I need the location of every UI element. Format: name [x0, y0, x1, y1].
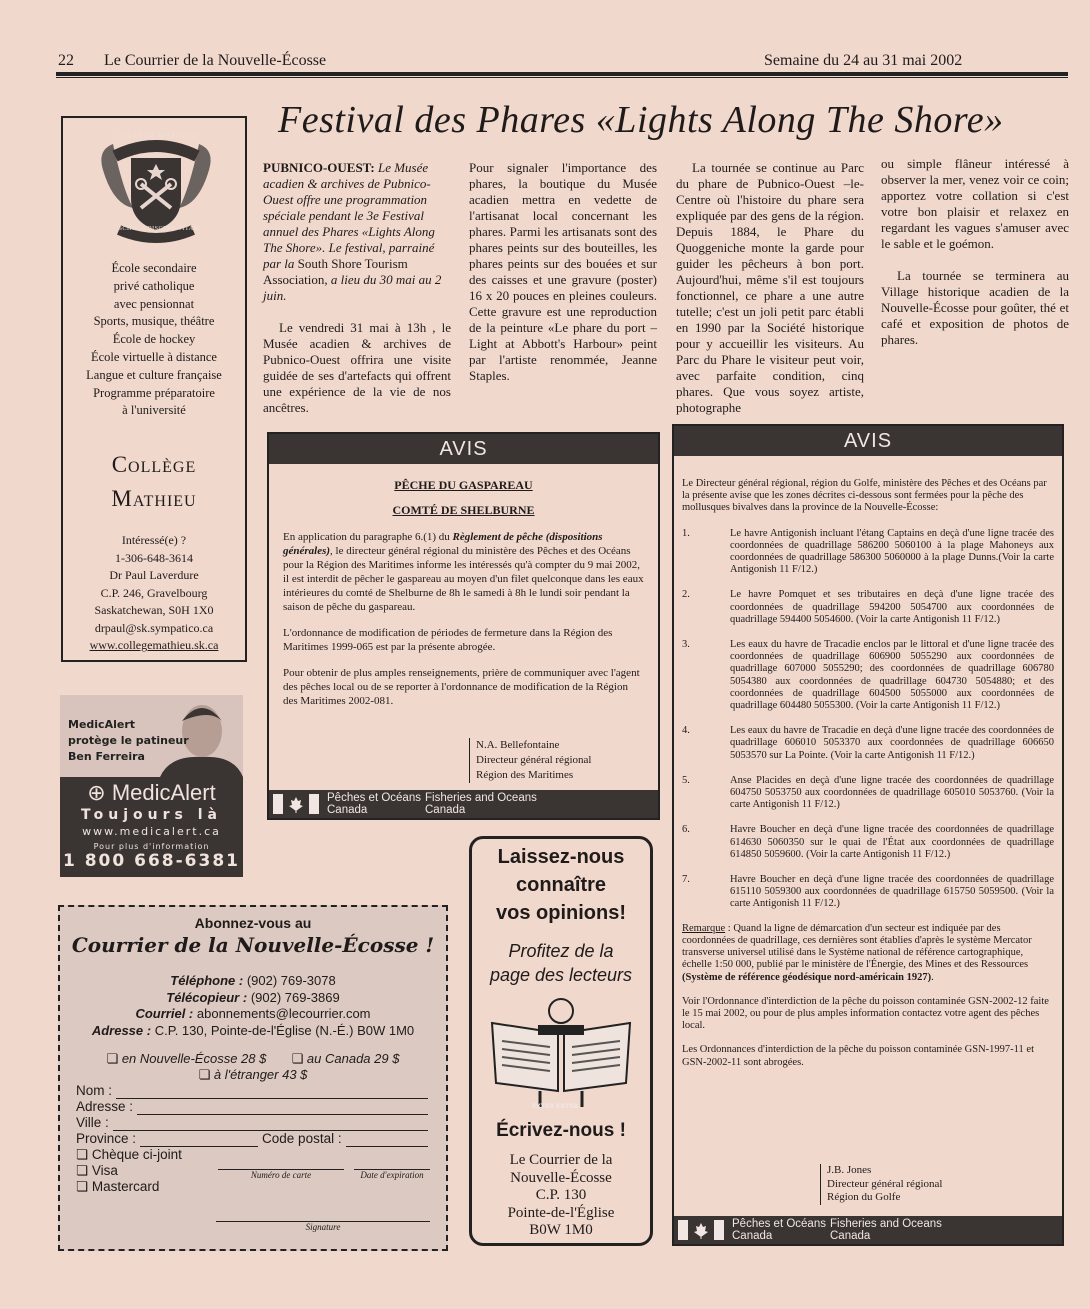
article-paragraph: La tournée se terminera au Village historique acadien de la Nouvelle-Écosse pour goûter, thé et café et exposition de photos de phares. [881, 268, 1069, 347]
closure-list [682, 528, 1054, 911]
signer-region: Région du Golfe [827, 1191, 901, 1203]
article-title: Festival des Phares «Lights Along The Shore» [278, 99, 1004, 141]
article-col-4 [881, 156, 1069, 348]
lead-sponsor: South Shore Tourism Association, [263, 256, 408, 287]
fo-french [327, 792, 421, 816]
notice-paragraph: Pour obtenir de plus amples renseignements, prière de communiquer avec l'agent des pêches local ou de se reporter à l'ordonnance de modification de la Région des Maritimes 2002-081. [283, 667, 640, 707]
signer-name: J.B. Jones [827, 1164, 872, 1176]
crest-motto-bottom: SCHOLA DISCERE VITAM [118, 226, 200, 232]
address-line: B0W 1M0 [529, 1222, 593, 1238]
fax-value: (902) 769-3869 [250, 989, 340, 1005]
address-value: C.P. 130, Pointe-de-l'Église (N.-É.) B0W 1M0 [154, 1022, 415, 1038]
contact-website-link[interactable]: www.collegemathieu.sk.ca [89, 638, 219, 653]
field-label: Nom : [76, 1083, 113, 1098]
notice-gaspareau [267, 432, 660, 820]
lead-tail: a lieu du 30 mai au 2 juin. [263, 272, 442, 303]
notice-header: AVIS [674, 426, 1062, 456]
signature-label: Signature [305, 1222, 341, 1232]
fo-english [830, 1218, 942, 1242]
medicalert-caption [68, 717, 189, 765]
medicalert-info: Pour plus d'information [93, 842, 210, 851]
city-field[interactable] [76, 1115, 428, 1131]
notice-subheading: COMTÉ DE SHELBURNE [392, 503, 535, 517]
tel-label: Téléphone : [170, 973, 244, 988]
college-name-line2: Mathieu [111, 486, 197, 512]
canada-flag-icon [273, 794, 319, 814]
paper-name: Le Courrier de la Nouvelle-Écosse [104, 52, 327, 69]
college-features [63, 260, 245, 420]
lect-sub-line: Profitez de la [508, 941, 614, 961]
closure-item-number: 2. [682, 589, 690, 601]
lect-address [472, 1152, 650, 1240]
closure-item-number: 1. [682, 527, 690, 539]
notice-paragraph: Voir l'Ordonnance d'interdiction de la pêche du poisson contaminée GSN-2002-12 faite le 15 mai 2002, ou pour de plus amples information contactez votre agent des pêches local. [682, 995, 1049, 1032]
field-label: Province : [76, 1131, 137, 1146]
notice-body [269, 530, 658, 708]
remarque-text: : Quand la ligne de démarcation d'un secteur est indiquée par des coordonnées de quadrillage, ces dernières sont établies d'après le système Mercator transverse universel utilisé dans le Système national de référence cartographique, échelle 1:50 000, publié par le ministère de l'Énergie, des Mines et des Ressources [682, 922, 1032, 971]
payment-mastercard[interactable] [76, 1179, 428, 1195]
payment-label: Mastercard [91, 1179, 160, 1194]
subscribe-options [60, 1051, 446, 1083]
province-postal-row [76, 1131, 428, 1147]
closure-item-number: 7. [682, 874, 690, 886]
notice-shellfish [672, 424, 1064, 1246]
notice-signature [820, 1164, 942, 1205]
option-canada-checkbox[interactable]: ❏ [291, 1051, 304, 1066]
college-contact [63, 532, 245, 655]
closure-item-number: 5. [682, 774, 690, 786]
fo-english [425, 792, 537, 816]
closure-item-number: 3. [682, 639, 690, 651]
caption-line: protège le patineur [68, 734, 189, 747]
article-col-1 [263, 160, 451, 416]
postal-code-field[interactable] [346, 1131, 428, 1147]
checkbox-icon[interactable]: ❏ [76, 1147, 89, 1162]
closure-item [682, 874, 1054, 911]
fo-text: Canada [425, 804, 466, 816]
lect-heading-line: Laissez-nous [497, 846, 625, 868]
fisheries-oceans-bar [269, 790, 658, 818]
email-label: Courriel : [135, 1006, 194, 1021]
medicalert-logo [60, 779, 243, 807]
contact-line: C.P. 246, Gravelbourg [100, 585, 208, 600]
name-field[interactable] [76, 1083, 428, 1099]
notice-heading: PÊCHE DU GASPAREAU [394, 478, 533, 492]
lead-italic: Le Musée acadien & archives de Pubnico-Ouest offre une programmation spéciale pendant le 3e Festival annuel des Phares «Lights Along The Shore». Le festival, parrainé par la [263, 160, 435, 271]
notice-signature [469, 738, 591, 783]
closure-item-text: Le havre Pomquet et ses tributaires en deçà d'une ligne tracée des coordonnées de quadrillage 594200 5054700 aux coordonnées de quadrillage 594400 5054600. (Voir la carte Antigonish 11 F/12.) [730, 589, 1054, 625]
article-paragraph: La tournée se continue au Parc du phare de Pubnico-Ouest –le- Centre où l'histoire du phare sera expliquée par des gens de la région. Depuis 1884, le Phare du Quoggeniche monte la garde pour guider les pêcheurs à bon port. Aujourd'hui, même s'il est toujours fonctionnel, ce phare a une autre tutelle; c'est un joli petit parc établi en 1990 par la Société historique pour y accueillir les visiteurs. Au Parc du Phare le visiteur peut voir, avec parfaite condition, cinq phares. Que vous soyez artiste, photographe [676, 160, 864, 415]
notice-header: AVIS [269, 434, 658, 464]
closure-item-text: Le havre Antigonish incluant l'étang Captains en deçà d'une ligne tracée des coordonnées de quadrillage 586200 5060100 à la plage Mahoneys aux coordonnées de quadrillage 586300 5060000 à la plage Dunns.(Voir la carte Antigonish 11 F/12.) [730, 527, 1054, 576]
article-col-2 [469, 160, 657, 384]
caption-line: Ben Ferreira [68, 750, 145, 763]
notice-paragraph [283, 530, 644, 614]
closure-item-number: 6. [682, 824, 690, 836]
fo-french [732, 1218, 826, 1242]
crest-motto-top: COLLÈGE MATHIEU [116, 132, 198, 140]
checkbox-icon[interactable]: ❏ [76, 1179, 89, 1194]
signer-name: N.A. Bellefontaine [476, 739, 560, 751]
contact-email[interactable]: drpaul@sk.sympatico.ca [94, 620, 214, 635]
subscribe-contacts [60, 973, 446, 1039]
canada-flag-icon [678, 1220, 724, 1240]
lect-heading-line: vos opinions! [496, 902, 626, 924]
fo-text: Pêches et Océans [732, 1218, 826, 1230]
contact-line: Intéressé(e) ? [121, 533, 187, 548]
closure-item [682, 775, 1054, 812]
college-feature: École de hockey [112, 332, 196, 347]
college-feature: École virtuelle à distance [91, 349, 217, 364]
college-name-line1: Collège [111, 452, 197, 478]
card-number-field[interactable] [218, 1169, 344, 1180]
closure-item [682, 589, 1054, 626]
college-feature: avec pensionnat [113, 296, 195, 311]
contact-line: Saskatchewan, S0H 1X0 [94, 603, 214, 618]
payment-cheque[interactable] [76, 1147, 428, 1163]
subscription-form [58, 905, 448, 1251]
fo-text: Canada [830, 1230, 871, 1242]
field-label: Ville : [76, 1115, 109, 1130]
medicalert-brand [60, 779, 243, 871]
text: En application du paragraphe 6.(1) du [283, 531, 450, 543]
subscribe-title-paper: Courrier de la Nouvelle-Écosse ! [71, 933, 435, 957]
address-line: Le Courrier de la [509, 1152, 613, 1168]
college-ad [61, 116, 247, 662]
card-number-label: Numéro de carte [250, 1170, 312, 1180]
article-paragraph: Pour signaler l'importance des phares, la boutique du Musée acadien mettra en vedette de l'artisanat local concernant les phares. Parmi les artisanats sont des phares peints sur des bouteilles, les phares peints sur des bouées et sur des caisses et une gravure (poster) 16 x 20 pouces en pleines couleurs. Cette gravure est une reproduction de la peinture «Le phare du port – Light at Abbott's Harbour» peint par l'artiste renommée, Jeanne Staples. [469, 160, 657, 383]
closure-item [682, 528, 1054, 577]
subscribe-title: Abonnez-vous au [194, 915, 312, 931]
lect-sub [472, 939, 650, 987]
signer-region: Région des Maritimes [476, 769, 574, 781]
field-label: Code postal : [262, 1131, 342, 1146]
college-feature: Sports, musique, théâtre [93, 314, 215, 329]
issue-date: Semaine du 24 au 31 mai 2002 [764, 52, 963, 69]
text: , le directeur général régional du ministère des Pêches et des Océans pour la Région des Maritimes informe les intéressés qu'à compter du 9 mai 2002, il est interdit de pêcher le gaspareau au moyen d'un filet quelconque dans les eaux intérieures du comté de Shelburne de 8h le samedi à 8h le lundi soir pendant la saison de pêche du gaspareau. [283, 545, 644, 613]
province-field[interactable] [140, 1131, 258, 1147]
newspaper-headline: EXTRA EXTRA [532, 1103, 579, 1110]
option-abroad-label: à l'étranger 43 $ [213, 1067, 308, 1082]
lect-sub-line: page des lecteurs [489, 965, 633, 985]
medicalert-ad [60, 695, 243, 877]
fo-text: Canada [327, 804, 368, 816]
signer-title: Directeur général régional [476, 754, 592, 766]
field-label: Adresse : [76, 1099, 134, 1114]
fo-text: Canada [732, 1230, 773, 1242]
option-ns-checkbox[interactable]: ❏ [106, 1051, 119, 1066]
option-canada-label: au Canada 29 $ [306, 1051, 400, 1066]
email-value[interactable]: abonnements@lecourrier.com [196, 1006, 371, 1021]
remarque-label: Remarque [682, 922, 726, 934]
closure-item [682, 725, 1054, 762]
dateline: PUBNICO-OUEST: [263, 160, 375, 175]
signature-field[interactable] [216, 1221, 430, 1232]
caption-line: MedicAlert [68, 718, 135, 731]
closure-item-number: 4. [682, 725, 690, 737]
college-feature: à l'université [122, 403, 186, 418]
contact-phone: 1-306-648-3614 [115, 550, 193, 565]
notice-paragraph: L'ordonnance de modification de périodes de fermeture dans la Région des Maritimes 1999-065 est par la présente abrogée. [283, 627, 613, 653]
lect-cta: Écrivez-nous ! [496, 1120, 626, 1141]
college-feature: privé catholique [113, 278, 195, 293]
medicalert-phone: 1 800 668-6381 [62, 851, 240, 871]
fo-text: Fisheries and Oceans [830, 1218, 942, 1230]
closure-item-text: Anse Placides en deçà d'une ligne tracée des coordonnées de quadrillage 604750 5053750 aux coordonnées de quadrillage 605010 5053760. (Voir la carte Antigonish 11 F/12.) [730, 774, 1054, 811]
brand-name: MedicAlert [111, 780, 216, 805]
expiry-field[interactable] [354, 1169, 430, 1180]
option-abroad-checkbox[interactable]: ❏ [198, 1067, 211, 1082]
header-rule-thin [56, 77, 1068, 78]
fisheries-oceans-bar [674, 1216, 1062, 1244]
closure-item-text: Les eaux du havre de Tracadie enclos par le littoral et d'une ligne tracée des coordonnées de quadrillage 606900 5055290 aux coordonnées de quadrillage 607000 5055290; des coordonnées de quadrillage 606780 5054380 aux coordonnées de quadrillage 604730 5054880; et des coordonnées de quadrillage 604500 5055000 aux coordonnées de quadrillage 604480 5055300. (Voir la carte Antigonish 11 F/12.) [730, 639, 1054, 712]
notice-body [674, 478, 1062, 1069]
expiry-label: Date d'expiration [360, 1170, 424, 1180]
checkbox-icon[interactable]: ❏ [76, 1163, 89, 1178]
closure-item-text: Havre Boucher en deçà d'une ligne tracée des coordonnées de quadrillage 615110 5059300 aux coordonnées de quadrillage 615750 5059500. (Voir la carte Antigonish 11 F/12.) [730, 874, 1054, 910]
closure-item [682, 824, 1054, 861]
lect-heading-line: connaître [515, 874, 607, 896]
address-line: Nouvelle-Écosse [510, 1169, 612, 1186]
article-lead [263, 160, 451, 304]
lect-heading [472, 843, 650, 927]
closure-item [682, 639, 1054, 712]
article-paragraph: Le vendredi 31 mai à 13h , le Musée acadien & archives de Pubnico-Ouest offrira une visite guidée de ses d'artefacts qui offrent une expérience de la vie de nos ancêtres. [263, 320, 451, 415]
medicalert-symbol-icon: ⊕ [87, 780, 106, 805]
payment-label: Visa [91, 1163, 118, 1178]
tel-value: (902) 769-3078 [246, 973, 336, 988]
article-col-3 [676, 160, 864, 416]
contact-line: Dr Paul Laverdure [109, 568, 199, 583]
college-feature: Programme préparatoire [93, 385, 215, 400]
payment-label: Chèque ci-joint [91, 1147, 182, 1162]
option-ns-label: en Nouvelle-Écosse 28 $ [121, 1051, 267, 1066]
notice-paragraph: Les Ordonnances d'interdiction de la pêche du poisson contaminée GSN-1997-11 et GSN-2002-11 sont abrogées. [682, 1044, 1034, 1068]
notice-remarque: Remarque : Quand la ligne de démarcation d'un secteur est indiquée par des coordonnées de quadrillage, ces dernières sont établies d'après le système Mercator transverse universel utilisé dans le Système national de référence cartographique, échelle 1:50 000, publié par le ministère de l'Énergie, des Mines et des Ressources (Système de référence géodésique nord-américain 1927). [682, 922, 1032, 983]
remarque-reference: (Système de référence géodésique nord-américain 1927) [682, 971, 932, 983]
medicalert-url[interactable]: www.medicalert.ca [82, 825, 221, 838]
fax-label: Télécopieur : [166, 989, 248, 1005]
address-field[interactable] [76, 1099, 428, 1115]
notice-intro: Le Directeur général régional, région du Golfe, ministère des Pêches et des Océans par la présente avise que les zones décrites ci-dessous sont fermées pour la pêche des mollusques bivalves dans la province de la Nouvelle-Écosse: [682, 478, 1047, 514]
regulation-name: Règlement de pêche (dispositions générales) [283, 531, 603, 557]
signer-title: Directeur général régional [827, 1177, 943, 1190]
address-line: Pointe-de-l'Église [507, 1204, 615, 1221]
medicalert-tagline: Toujours là [80, 807, 223, 823]
closure-item-text: Havre Boucher en deçà d'une ligne tracée des coordonnées de quadrillage 614630 5060350 sur le quai de l'État aux coordonnées de quadrillage 614850 5059600. (Voir la carte Antigonish 11 F/12.) [730, 824, 1054, 860]
college-feature: École secondaire [111, 261, 197, 275]
fo-text: Pêches et Océans [327, 792, 421, 804]
page-number: 22 [58, 52, 74, 69]
article-paragraph: ou simple flâneur intéressé à observer la mer, venez voir ce coin; apportez votre collation si c'est votre bon plaisir et relaxez en regardant les vagues s'amuser avec le sable et le goémon. [881, 156, 1069, 251]
college-feature: Langue et culture française [86, 367, 222, 382]
address-line: C.P. 130 [535, 1187, 587, 1203]
closure-item-text: Les eaux du havre de Tracadie en deçà d'une ligne tracée des coordonnées de quadrillage 606010 5053370 aux coordonnées de quadrillage 606650 5053570 sur La Pointe. (Voir la carte Antigonish 11 F/12.) [730, 725, 1054, 761]
college-name [63, 448, 245, 516]
reader-letters-ad [469, 836, 653, 1246]
address-label: Adresse : [91, 1022, 152, 1038]
newspaper-reader-icon [486, 995, 636, 1107]
header-rule [56, 72, 1068, 76]
fo-text: Fisheries and Oceans [425, 792, 537, 804]
